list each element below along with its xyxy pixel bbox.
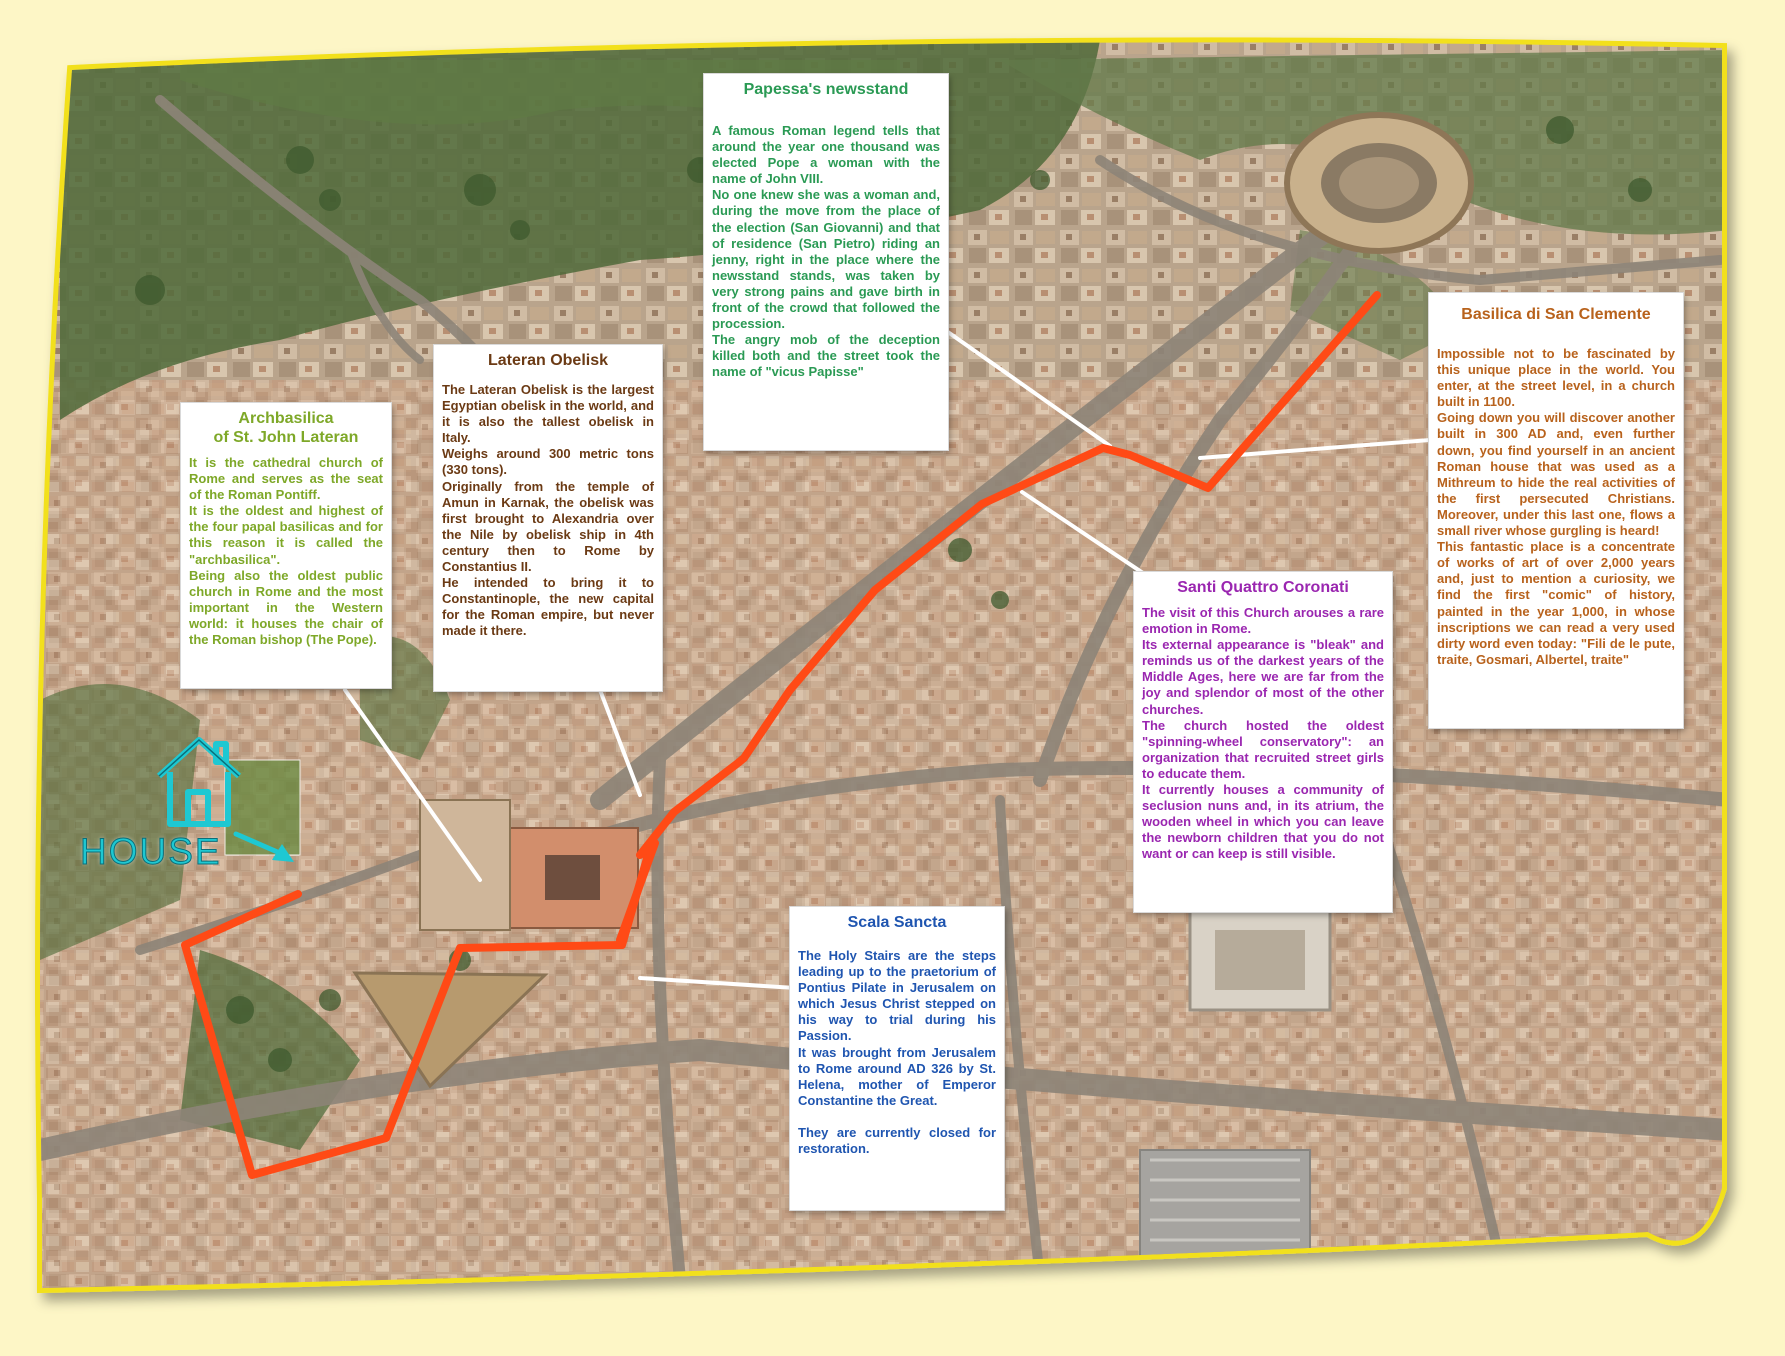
callout-paragraph: The angry mob of the deception killed both and the street took the name of "vicus Papisse" — [712, 332, 940, 380]
callout-body — [798, 948, 996, 1157]
callout-paragraph: It currently houses a community of seclusion nuns and, in its atrium, the wooden wheel in which you can leave the newborn children that you do not want or can keep is still visible. — [1142, 782, 1384, 862]
callout-paragraph: Weighs around 300 metric tons (330 tons). — [442, 446, 654, 478]
callout-lateran-obelisk — [434, 345, 662, 691]
callout-title: Archbasilica of St. John Lateran — [213, 410, 359, 446]
callout-san-clemente — [1429, 293, 1683, 728]
callout-paragraph: Being also the oldest public church in Rome and the most important in the Western world: it houses the chair of the Roman bishop (The Pope). — [189, 567, 383, 648]
callout-title: Papessa's newsstand — [743, 81, 909, 98]
callout-paragraph: It is the cathedral church of Rome and serves as the seat of the Roman Pontiff. — [189, 455, 383, 503]
arrow-icon — [232, 828, 302, 868]
callout-title: Santi Quattro Coronati — [1177, 579, 1349, 596]
callout-body — [1437, 346, 1675, 668]
callout-body — [712, 123, 940, 381]
callout-body — [189, 455, 383, 648]
callout-paragraph: A famous Roman legend tells that around the year one thousand was elected Pope a woman with the name of John VIII. — [712, 123, 940, 187]
callout-paragraph: Going down you will discover another built in 300 AD and, even further down, you find yourself in an ancient Roman house that was used as a Mithreum to hide the real activities of the first persecuted Christians. Moreover, under this last one, flows a small river whose gurgling is heard! — [1437, 410, 1675, 539]
callout-papessa-newsstand — [704, 74, 948, 450]
callout-quattro-coronati — [1134, 572, 1392, 912]
callout-paragraph: They are currently closed for restoration. — [798, 1124, 996, 1157]
callout-title: Scala Sancta — [847, 914, 947, 931]
callout-paragraph: Its external appearance is "bleak" and reminds us of the darkest years of the Middle Ages, here we are far from the joy and splendor of most of the other churches. — [1142, 637, 1384, 717]
callout-body — [1142, 605, 1384, 863]
callout-scala-sancta — [790, 907, 1004, 1210]
callout-paragraph: He intended to bring it to Constantinople, the new capital for the Roman empire, but never made it there. — [442, 575, 654, 639]
callout-title: Basilica di San Clemente — [1461, 306, 1651, 323]
house-icon — [154, 734, 244, 830]
callout-paragraph: The visit of this Church arouses a rare emotion in Rome. — [1142, 605, 1384, 637]
callout-paragraph: It was brought from Jerusalem to Rome around AD 326 by St. Helena, mother of Emperor Constantine the Great. — [798, 1044, 996, 1108]
callout-title: Lateran Obelisk — [487, 352, 609, 369]
callout-paragraph: It is the oldest and highest of the four papal basilicas and for this reason it is called the "archbasilica". — [189, 503, 383, 567]
callout-paragraph: No one knew she was a woman and, during the move from the place of the election (San Giovanni) and that of residence (San Pietro) riding an jenny, right in the place where the newsstand stands, was taken by very strong pains and gave birth in front of the crowd that followed the procession. — [712, 187, 940, 332]
callout-archbasilica — [181, 403, 391, 688]
callout-paragraph: The Lateran Obelisk is the largest Egyptian obelisk in the world, and it is also the tallest obelisk in Italy. — [442, 382, 654, 446]
callout-paragraph: The Holy Stairs are the steps leading up to the praetorium of Pontius Pilate in Jerusalem on which Jesus Christ stepped on his way to trial during his Passion. — [798, 948, 996, 1044]
callout-paragraph: The church hosted the oldest "spinning-wheel conservatory": an organization that recruited street girls to educate them. — [1142, 717, 1384, 781]
callout-paragraph: Originally from the temple of Amun in Karnak, the obelisk was first brought to Alexandria over the Nile by obelisk ship in 4th century then to Rome by Constantius II. — [442, 478, 654, 575]
callout-body — [442, 382, 654, 640]
house-label: HOUSE — [80, 831, 222, 872]
callout-paragraph: Impossible not to be fascinated by this unique place in the world. You enter, at the street level, in a church built in 1100. — [1437, 346, 1675, 410]
callout-paragraph: This fantastic place is a concentrate of works of art of over 2,000 years and, just to mention a curiosity, we find the first "comic" of history, painted in the year 1,000, in whose inscriptions we can read a very used dirty word even today: "Fili de le pute, traite, Gosmari, Albertel, traite" — [1437, 539, 1675, 667]
